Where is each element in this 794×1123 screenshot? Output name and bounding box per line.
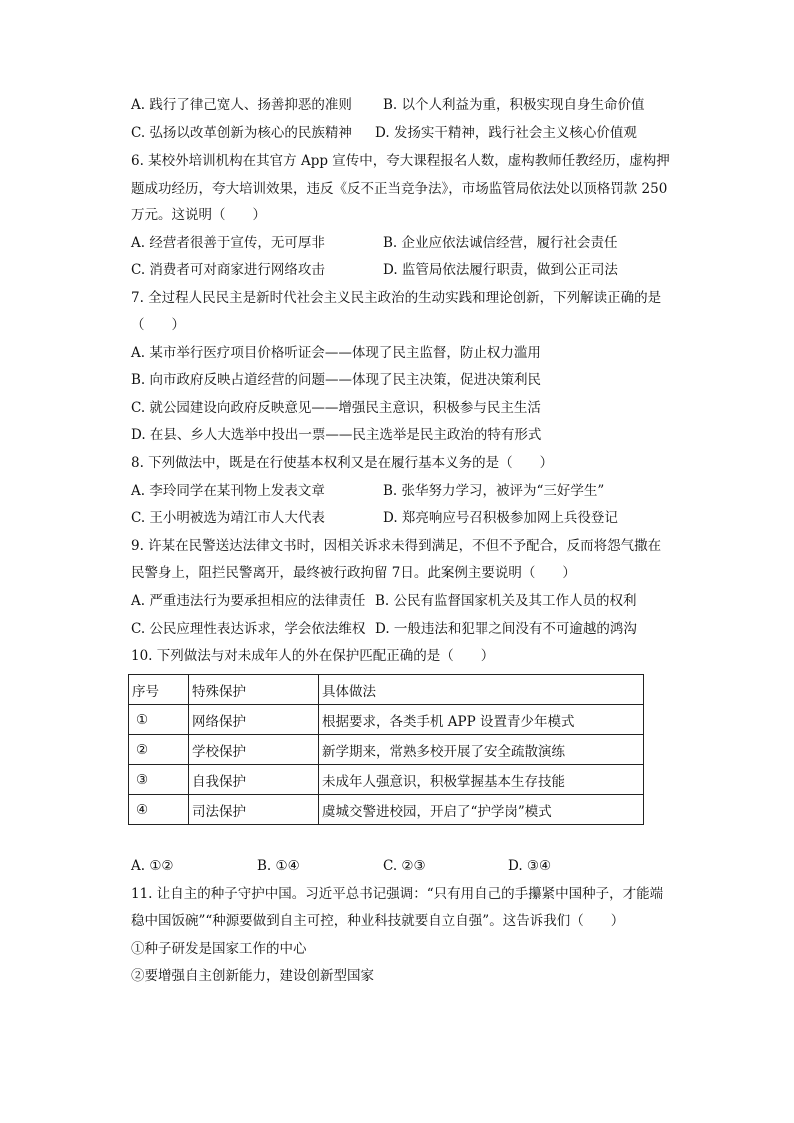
table-cell-practice: 未成年人强意识，积极掌握基本生存技能: [319, 765, 644, 795]
q10-stem: 10. 下列做法与对未成年人的外在保护匹配正确的是（ ）: [131, 648, 495, 664]
q6-stem-line-2: 题成功经历，夸大培训效果，违反《反不正当竞争法》，市场监管局依法处以顶格罚款 250: [131, 181, 668, 197]
q8-option-c: C. 王小明被选为靖江市人大代表: [131, 510, 325, 526]
q9-option-c: C. 公民应理性表达诉求，学会依法维权: [131, 621, 366, 637]
table-header-cell: 特殊保护: [189, 675, 319, 705]
table-cell-type: 学校保护: [189, 735, 319, 765]
q10-option-b: B. ①④: [257, 858, 300, 874]
table-row: [129, 705, 644, 735]
q9-option-a: A. 严重违法行为要承担相应的法律责任: [131, 593, 366, 609]
q11-stem-line-2: 稳中国饭碗”“种源要做到自主可控，种业科技就要自立自强”。这告诉我们（ ）: [131, 913, 625, 929]
q7-option-d: D. 在县、乡人大选举中投出一票——民主选举是民主政治的特有形式: [131, 427, 542, 443]
q9-option-b: B. 公民有监督国家机关及其工作人员的权利: [375, 593, 637, 609]
q8-option-b: B. 张华努力学习，被评为“三好学生”: [383, 483, 605, 499]
q6-options-row-1: [131, 234, 671, 252]
q5-option-c: C. 弘扬以改革创新为核心的民族精神: [131, 125, 352, 141]
q9-options-row-1: [131, 592, 671, 610]
q5-option-b: B. 以个人利益为重，积极实现自身生命价值: [383, 97, 645, 113]
q7-stem-line-2: （ ）: [131, 317, 185, 333]
table-cell-practice: 根据要求，各类手机 APP 设置青少年模式: [319, 705, 644, 735]
table-header-cell: 序号: [129, 675, 189, 705]
q6-option-c: C. 消费者可对商家进行网络攻击: [131, 262, 325, 278]
q9-stem-line-1: 9. 许某在民警送达法律文书时，因相关诉求未得到满足，不但不予配合，反而将怨气撒在: [131, 538, 662, 554]
q6-option-d: D. 监管局依法履行职责，做到公正司法: [383, 262, 618, 278]
q5-option-a: A. 践行了律己宽人、扬善抑恶的准则: [131, 97, 352, 113]
q10-option-d: D. ③④: [508, 858, 552, 874]
table-header-row: [129, 675, 644, 705]
table-row: [129, 735, 644, 765]
table-row: [129, 765, 644, 795]
q6-options-row-2: [131, 261, 671, 279]
q6-option-a: A. 经营者很善于宣传，无可厚非: [131, 235, 325, 251]
q7-option-c: C. 就公园建设向政府反映意见——增强民主意识，积极参与民主生活: [131, 400, 541, 416]
q11-statement-2: ②要增强自主创新能力，建设创新型国家: [131, 968, 374, 984]
table-cell-number: ②: [129, 735, 189, 765]
q5-options-row-2: [131, 124, 671, 142]
q7-option-a: A. 某市举行医疗项目价格听证会——体现了民主监督，防止权力滥用: [131, 345, 541, 361]
q7-option-b: B. 向市政府反映占道经营的问题——体现了民主决策，促进决策利民: [131, 372, 542, 388]
table-cell-number: ④: [129, 795, 189, 825]
table-cell-type: 司法保护: [189, 795, 319, 825]
table-cell-number: ③: [129, 765, 189, 795]
q11-stem-line-1: 11. 让自主的种子守护中国。习近平总书记强调：“只有用自己的手攥紧中国种子，才能端: [131, 886, 664, 902]
q6-option-b: B. 企业应依法诚信经营，履行社会责任: [383, 235, 618, 251]
q7-stem-line-1: 7. 全过程人民民主是新时代社会主义民主政治的生动实践和理论创新，下列解读正确的是: [131, 290, 662, 306]
q8-option-a: A. 李玲同学在某刊物上发表文章: [131, 483, 325, 499]
q11-statement-1: ①种子研发是国家工作的中心: [131, 941, 307, 957]
q6-stem-line-3: 万元。这说明（ ）: [131, 207, 266, 223]
table-cell-practice: 虞城交警进校园，开启了“护学岗”模式: [319, 795, 644, 825]
table-cell-practice: 新学期来，常熟多校开展了安全疏散演练: [319, 735, 644, 765]
q5-option-d: D. 发扬实干精神，践行社会主义核心价值观: [375, 125, 637, 141]
q8-stem: 8. 下列做法中，既是在行使基本权利又是在履行基本义务的是（ ）: [131, 455, 554, 471]
table-row: [129, 795, 644, 825]
table-cell-type: 网络保护: [189, 705, 319, 735]
q8-options-row-2: [131, 509, 671, 527]
q5-options-row-1: [131, 96, 671, 114]
q10-options-row: [131, 857, 671, 875]
q6-stem-line-1: 6. 某校外培训机构在其官方 App 宣传中，夸大课程报名人数，虚构教师任教经历，虚构押: [131, 153, 670, 169]
q10-option-a: A. ①②: [131, 858, 174, 874]
q9-stem-line-2: 民警身上，阻拦民警离开，最终被行政拘留 7日。此案例主要说明（ ）: [131, 565, 576, 581]
q8-options-row-1: [131, 482, 671, 500]
table-cell-number: ①: [129, 705, 189, 735]
q10-table: [128, 674, 644, 825]
q10-option-c: C. ②③: [383, 858, 426, 874]
q8-option-d: D. 郑亮响应号召积极参加网上兵役登记: [383, 510, 618, 526]
table-cell-type: 自我保护: [189, 765, 319, 795]
q9-options-row-2: [131, 620, 671, 638]
q9-option-d: D. 一般违法和犯罪之间没有不可逾越的鸿沟: [375, 621, 637, 637]
table-header-cell: 具体做法: [319, 675, 644, 705]
